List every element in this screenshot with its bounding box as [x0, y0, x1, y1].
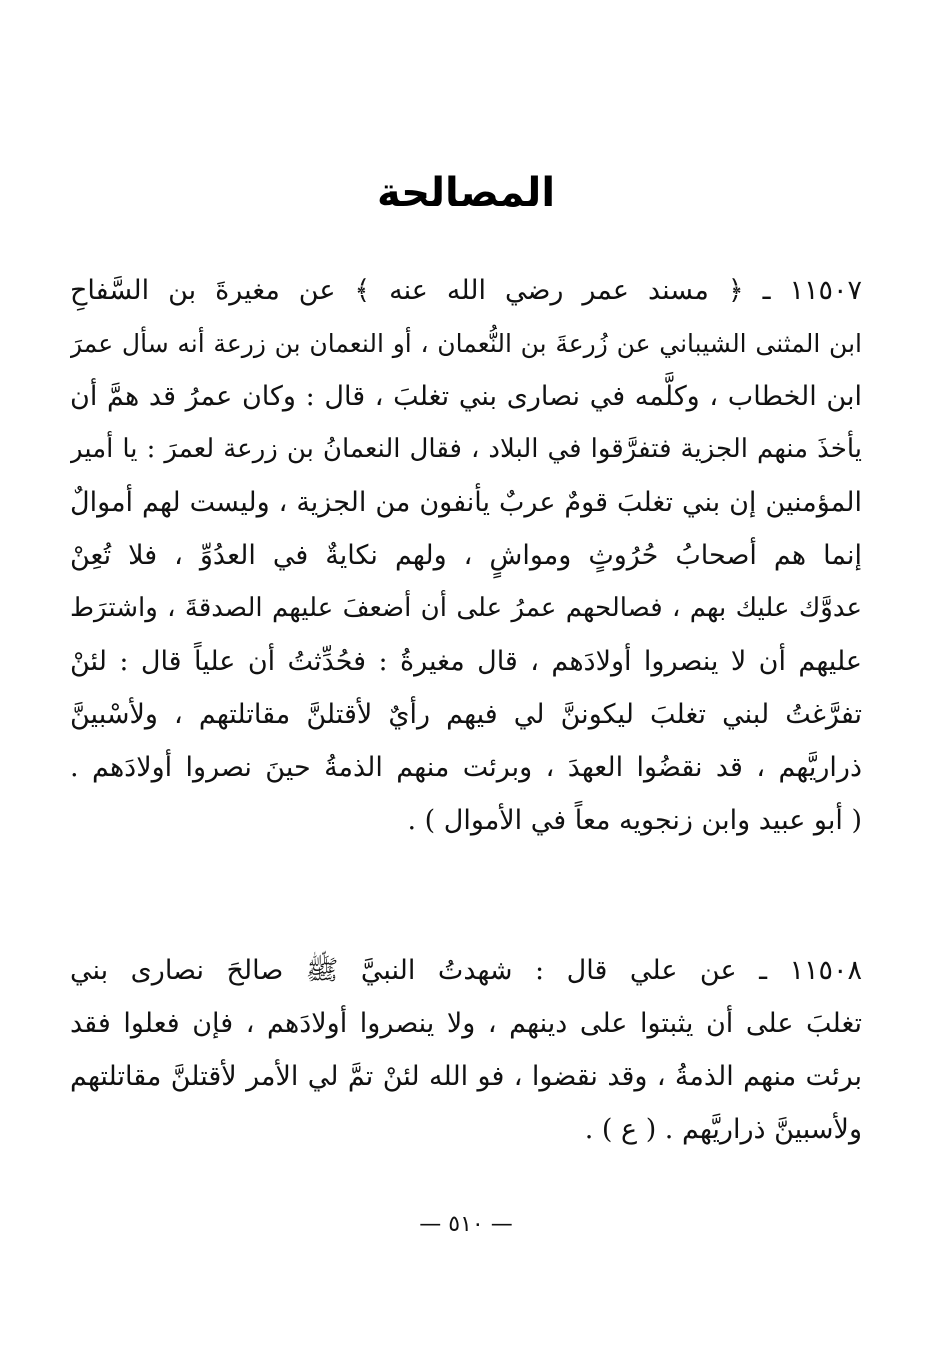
- text-line: ١١٥٠٧ ـ ﴿ مسند عمر رضي الله عنه ﴾ عن مغيرةَ بن السَّفاحِ: [70, 275, 862, 306]
- text-line: عليهم أن لا ينصروا أولادَهم ، قال مغيرةُ : فحُدِّثتُ أن علياً قال : لئنْ: [70, 646, 862, 677]
- text-line: ابن المثنى الشيباني عن زُرعةَ بن النُّعمان ، أو النعمان بن زرعة أنه سأل عمرَ: [70, 329, 862, 358]
- hadith-paragraph-11507: [70, 264, 862, 847]
- text-line: عدوَّك عليك بهم ، فصالحهم عمرُ على أن أضعفَ عليهم الصدقةَ ، واشترَط: [70, 593, 862, 623]
- text-line: ذراريَّهم ، قد نقضُوا العهدَ ، وبرئت منهم الذمةُ حينَ نصروا أولادَهم .: [70, 752, 862, 783]
- text-line: ولأسبينَّ ذراريَّهم . ( ع ) .: [584, 1114, 862, 1145]
- text-line: ١١٥٠٨ ـ عن علي قال : شهدتُ النبيَّ ﷺ صالحَ نصارى بني: [70, 955, 862, 986]
- text-line: ابن الخطاب ، وكلَّمه في نصارى بني تغلبَ ، قال : وكان عمرُ قد همَّ أن: [70, 381, 862, 412]
- text-line: تغلبَ على أن يثبتوا على دينهم ، ولا ينصروا أولادَهم ، فإن فعلوا فقد: [70, 1008, 862, 1039]
- source-citation: ( أبو عبيد وابن زنجويه معاً في الأموال ) .: [407, 805, 862, 836]
- page-number: — ٥١٠ —: [419, 1212, 513, 1237]
- text-line: يأخذَ منهم الجزية فتفرَّقوا في البلاد ، فقال النعمانُ بن زرعة لعمرَ : يا أمير: [70, 434, 862, 464]
- text-line: برئت منهم الذمةُ ، وقد نقضوا ، فو الله لئنْ تمَّ لي الأمر لأقتلنَّ مقاتلتهم: [70, 1061, 862, 1092]
- text-line: تفرَّغتُ لبني تغلبَ ليكوننَّ لي فيهم رأيٌ لأقتلنَّ مقاتلتهم ، ولأسْبينَّ: [70, 699, 862, 730]
- text-line: إنما هم أصحابُ حُرُوثٍ ومواشٍ ، ولهم نكايةٌ في العدُوِّ ، فلا تُعِنْ: [70, 540, 862, 571]
- hadith-paragraph-11508: [70, 944, 862, 1156]
- section-title: المصالحة: [376, 170, 556, 216]
- text-line: المؤمنين إن بني تغلبَ قومٌ عربٌ يأنفون من الجزية ، وليست لهم أموالٌ: [70, 487, 862, 518]
